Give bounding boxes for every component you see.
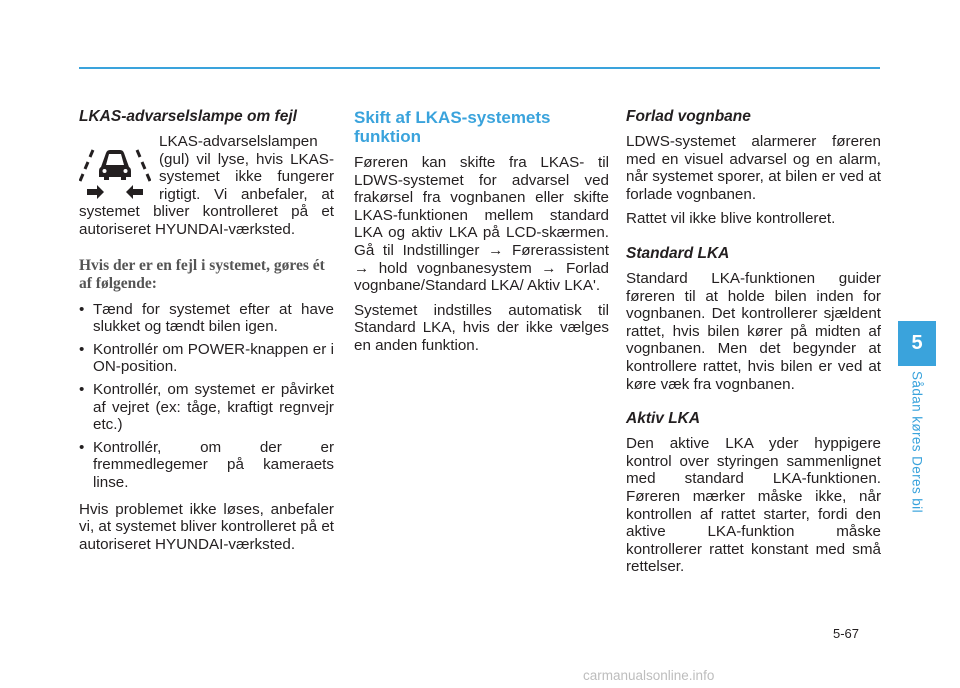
list-item: • Tænd for systemet efter at have slukket og tændt bilen igen. xyxy=(79,301,334,336)
paragraph: Den aktive LKA yder hyppigere kontrol over styringen sammenlignet med standard LKA-funktionen. Føreren mærker måske ikke, når kontrollen af rattet starter, fordi den aktive LKA-funktion måske kontrollerer rattet konstant med små rettelser. xyxy=(626,435,881,576)
fault-heading: Hvis der er en fejl i systemet, gøres ét af følgende: xyxy=(79,256,325,292)
subheading-forlad-vognbane: Forlad vognbane xyxy=(626,108,751,125)
subheading-standard-lka: Standard LKA xyxy=(626,244,730,262)
paragraph: Rattet vil ikke blive kontrolleret. xyxy=(626,210,836,228)
watermark: carmanualsonline.info xyxy=(583,668,715,683)
list-item: • Kontrollér, om systemet er påvirket af vejret (ex: tåge, kraftigt regnvejr etc.) xyxy=(79,381,334,434)
paragraph: Føreren kan skifte fra LKAS- til LDWS-systemet for advarsel ved frakørsel fra vognbanen eller skifte LKAS-funktionen mellem standard LKA og aktiv LKA på LCD-skærmen. Gå til Indstillinger → Førerassistent → hold vognbanesystem → Forlad vognbane/Standard LKA/ Aktiv LKA'. xyxy=(354,154,609,295)
chapter-title: Sådan køres Deres bil xyxy=(909,371,925,513)
paragraph: Systemet indstilles automatisk til Standard LKA, hvis der ikke vælges en anden funktion. xyxy=(354,301,609,354)
column-right xyxy=(626,108,881,583)
column-left xyxy=(79,108,334,560)
page-number: 5-67 xyxy=(833,626,860,641)
lkas-warning-lamp-icon xyxy=(79,137,151,199)
chapter-tab: 5 xyxy=(898,321,936,366)
closing-text: Hvis problemet ikke løses, anbefaler vi, at systemet bliver kontrolleret på et autoriseret HYUNDAI-værksted. xyxy=(79,500,334,553)
list-item: • Kontrollér, om der er fremmedlegemer på kameraets linse. xyxy=(79,439,334,492)
list-item: • Kontrollér om POWER-knappen er i ON-position. xyxy=(79,341,334,376)
column-middle xyxy=(354,108,609,362)
paragraph: LDWS-systemet alarmerer føreren med en visuel advarsel og en alarm, når systemet sporer, at bilen er ved at forlade vognbanen. xyxy=(626,133,881,203)
subheading-aktiv-lka: Aktiv LKA xyxy=(626,410,701,428)
paragraph: Standard LKA-funktionen guider føreren til at holde bilen inden for vognbanen. Det kontrollerer sjældent rattet, hvis bilen kører på midten af vognbanen. Men det begynder at kontrollere rattet, hvis bilen er ved at køre væk fra vognbanen. xyxy=(626,269,881,393)
top-rule xyxy=(79,67,880,69)
warning-lamp-text: LKAS-advarselslampen (gul) vil lyse, hvis LKAS-systemet ikke fungerer rigtigt. Vi anbefaler, at systemet bliver kontrolleret på et autoriseret HYUNDAI-værksted. xyxy=(79,133,334,238)
section-heading: Skift af LKAS-systemets funktion xyxy=(354,108,551,146)
fault-steps-list xyxy=(79,301,334,492)
warning-lamp-block xyxy=(79,133,334,239)
warning-lamp-heading: LKAS-advarselslampe om fejl xyxy=(79,108,297,125)
